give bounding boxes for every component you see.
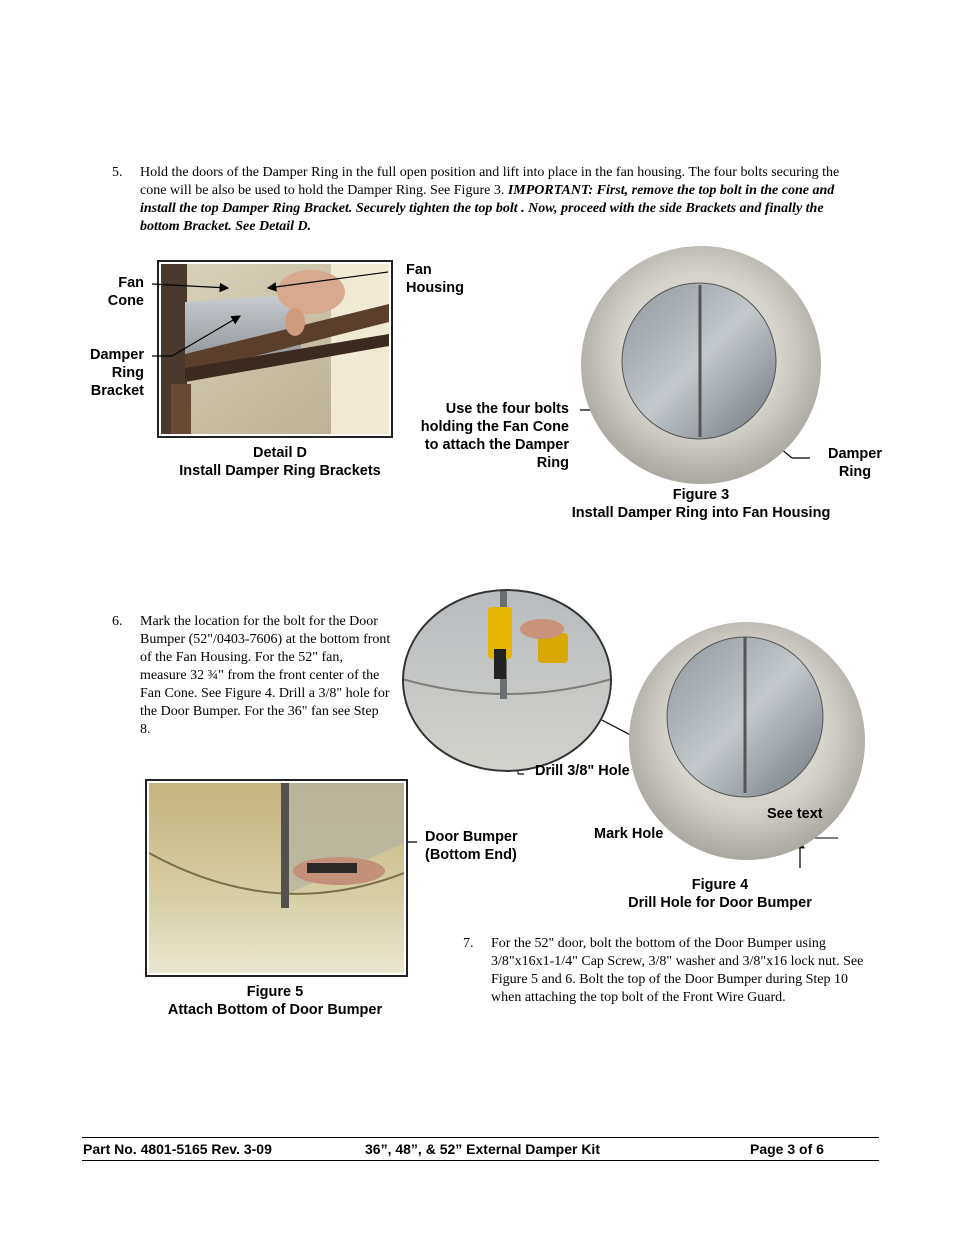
label-fan-cone: Fan Cone [107,275,144,309]
figure-5-caption-subtitle: Attach Bottom of Door Bumper [167,1002,383,1018]
label-door-bumper: Door Bumper (Bottom End) [425,829,518,863]
figure-4-caption-title: Figure 4 [691,877,749,893]
figure-3-photo [580,245,822,485]
step-5-number: 5. [112,165,123,180]
figure-5-photo [145,779,408,977]
figure-3-caption-title: Figure 3 [672,487,730,503]
footer-page-number: Page 3 of 6 [750,1141,824,1157]
step-5-body: Hold the doors of the Damper Ring in the full open position and lift into place in the fan housing. The four bolts securing the cone will be also be used to hold the Damper Ring. See Figure 3. [140,165,840,198]
step-6-number: 6. [112,614,123,629]
figure-5-caption-title: Figure 5 [246,984,304,1000]
label-four-bolts: Use the four bolts holding the Fan Cone to attach the Damper Ring [420,401,569,471]
step-5-important: IMPORTANT: First, remove the top bolt in the cone and install the top Damper Ring Bracket. Securely tighten the top bolt . Now, proceed with the side Brackets and finally the bottom Bracket. See Detail D. [140,183,835,234]
figure-3-image [580,245,822,485]
footer-part-number: Part No. 4801-5165 Rev. 3-09 [83,1141,272,1157]
detail-d-caption-title: Detail D [253,445,307,461]
figure-4-detail-photo [402,589,612,772]
label-mark-hole: Mark Hole [594,826,664,842]
step-7-text: For the 52" door, bolt the bottom of the Door Bumper using 3/8"x16x1-1/4" Cap Screw, 3/8" washer and 3/8"x16 lock nut. See Figure 5 and 6. Bolt the top of the Door Bumper during Step 10 when attaching the top bolt of the Front Wire Guard. [491,936,864,1005]
step-6-text: Mark the location for the bolt for the Door Bumper (52"/0403-7606) at the bottom front of the Fan Housing. For the 52" fan, measure 32 ¾" from the front center of the Fan Cone. See Figure 4. Drill a 3/8" hole for the Door Bumper. For the 36" fan see Step 8. [140,614,391,737]
label-damper-ring: Damper Ring [828,446,882,480]
footer-document-title: 36”, 48”, & 52” External Damper Kit [365,1141,600,1157]
label-drill-hole: Drill 3/8" Hole [535,763,630,779]
label-see-text: See text [767,806,823,822]
figure-4-caption-subtitle: Drill Hole for Door Bumper [628,895,812,911]
footer-top-rule [82,1137,879,1138]
figure-5-image [149,783,404,973]
label-fan-housing: Fan Housing [406,262,464,296]
label-damper-ring-bracket: Damper Ring Bracket [90,347,144,399]
figure-3-caption-subtitle: Install Damper Ring into Fan Housing [571,505,831,521]
step-7-number: 7. [463,936,474,951]
detail-d-caption-subtitle: Install Damper Ring Brackets [179,463,381,479]
footer-bottom-rule [82,1160,879,1161]
